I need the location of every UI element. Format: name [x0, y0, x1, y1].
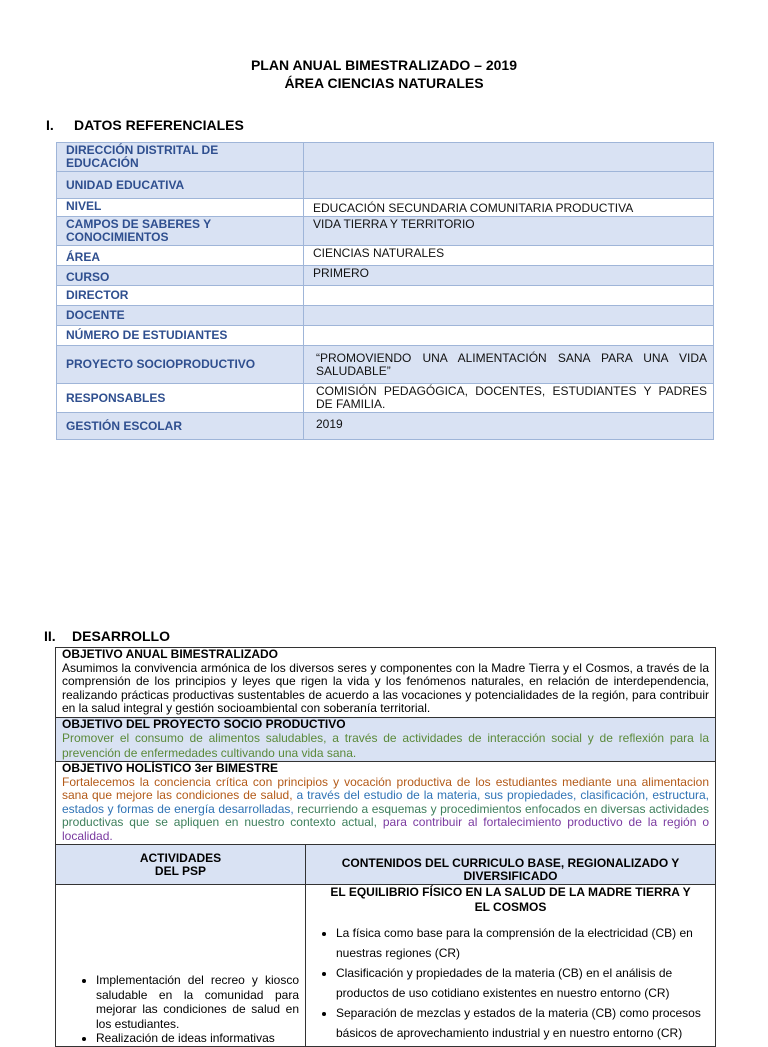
ref-label: UNIDAD EDUCATIVA: [57, 172, 304, 199]
ref-value: [304, 172, 714, 199]
referential-data-table: [56, 142, 714, 440]
ref-label: DIRECCIÓN DISTRITAL DE EDUCACIÓN: [57, 143, 304, 172]
objetivo-holistico-text: [62, 776, 709, 844]
ref-value: VIDA TIERRA Y TERRITORIO: [304, 217, 714, 246]
objetivo-psp-heading: OBJETIVO DEL PROYECTO SOCIO PRODUCTIVO: [62, 716, 346, 731]
contents-list: [312, 923, 709, 1043]
ref-label: DIRECTOR: [57, 286, 304, 306]
ref-label: NÚMERO DE ESTUDIANTES: [57, 326, 304, 346]
ref-value: [304, 326, 714, 346]
ref-value: [304, 306, 714, 326]
objetivo-anual-heading: OBJETIVO ANUAL BIMESTRALIZADO: [62, 647, 279, 661]
activities-column: [56, 845, 306, 1046]
objetivo-psp-block: [56, 718, 715, 763]
contents-title: EL EQUILIBRIO FÍSICO EN LA SALUD DE LA MADRE TIERRA Y EL COSMOS: [330, 885, 691, 914]
objetivo-psp-text: Promover el consumo de alimentos saludables, a través de actividades de interacción social y de reflexión para la prevención de enfermedades cultivando una vida sana.: [62, 731, 709, 760]
ref-label: DOCENTE: [57, 306, 304, 326]
activities-body: [56, 885, 305, 1046]
ref-label: GESTIÓN ESCOLAR: [57, 413, 304, 440]
ref-label: RESPONSABLES: [57, 384, 304, 413]
list-item: • Separación de mezclas y estados de la materia (CB) como procesos básicos de aprovechamiento industrial y en nuestro entorno (CR): [336, 1003, 709, 1043]
development-table: [55, 647, 716, 1047]
section-heading-desarrollo: [44, 628, 170, 644]
contents-body: [306, 885, 715, 1043]
section-title: DATOS REFERENCIALES: [74, 117, 244, 133]
objetivo-anual-block: [56, 648, 715, 718]
ref-value: 2019: [304, 413, 714, 440]
activities-header: ACTIVIDADES DEL PSP: [56, 845, 305, 885]
section-number: I.: [46, 117, 54, 133]
ref-label: ÁREA: [57, 246, 304, 266]
holistico-decidir: para contribuir al fortalecimiento productivo de la región o localidad.: [62, 815, 709, 843]
contents-header: CONTENIDOS DEL CURRICULO BASE, REGIONALIZADO Y DIVERSIFICADO: [306, 845, 715, 885]
ref-value: PRIMERO: [304, 266, 714, 286]
contents-column: [306, 845, 715, 1046]
objetivo-holistico-heading: OBJETIVO HOLÍSTICO 3er BIMESTRE: [62, 761, 279, 775]
activities-list: [62, 973, 299, 1046]
ref-value: “PROMOVIENDO UNA ALIMENTACIÓN SANA PARA UNA VIDA SALUDABLE”: [304, 346, 714, 384]
list-item: • La física como base para la comprensión de la electricidad (CB) en nuestras regiones (CR): [336, 923, 709, 963]
list-item: • Implementación del recreo y kiosco saludable en la comunidad para mejorar las condiciones de salud en los estudiantes.: [96, 973, 299, 1031]
objetivo-holistico-block: [56, 762, 715, 845]
ref-label: CURSO: [57, 266, 304, 286]
list-item: • Realización de ideas informativas: [96, 1031, 299, 1046]
holistico-saber: a través del estudio de la materia, sus propiedades, clasificación, estructura, estados y formas de energía desarrolladas,: [62, 788, 710, 816]
ref-value: EDUCACIÓN SECUNDARIA COMUNITARIA PRODUCTIVA: [304, 199, 714, 217]
ref-value: COMISIÓN PEDAGÓGICA, DOCENTES, ESTUDIANTES Y PADRES DE FAMILIA.: [304, 384, 714, 413]
objetivo-anual-text: Asumimos la convivencia armónica de los diversos seres y componentes con la Madre Tierra y el Cosmos, a través de la comprensión de los principios y leyes que rigen la vida y los fenómenos naturales, en relación de interdependencia, realizando prácticas productivas sustentables de acuerdo a las vocaciones y potencialidades de la región, para contribuir en la salud integral y gestión socioambiental con soberanía territorial.: [62, 660, 709, 715]
activities-contents-grid: [56, 845, 715, 1046]
ref-label: NIVEL: [57, 199, 304, 217]
document-subtitle: ÁREA CIENCIAS NATURALES: [284, 75, 484, 91]
list-item: • Clasificación y propiedades de la materia (CB) en el análisis de productos de uso cotidiano existentes en nuestro entorno (CR): [336, 963, 709, 1003]
ref-value: CIENCIAS NATURALES: [304, 246, 714, 266]
ref-value: [304, 286, 714, 306]
holistico-hacer: recurriendo a esquemas y procedimientos enfocados en diversas actividades productivas que se apliquen en nuestro contexto actual,: [62, 801, 710, 829]
section-title: DESARROLLO: [72, 628, 170, 644]
ref-label: PROYECTO SOCIOPRODUCTIVO: [57, 346, 304, 384]
ref-label: CAMPOS DE SABERES Y CONOCIMIENTOS: [57, 217, 304, 246]
ref-value: [304, 143, 714, 172]
section-number: II.: [44, 628, 56, 644]
section-heading-datos: [46, 117, 244, 133]
holistico-ser: Fortalecemos la conciencia crítica con principios y vocación productiva de los estudiantes mediante una alimentacion sana que mejore las condiciones de salud,: [62, 774, 709, 802]
document-title: PLAN ANUAL BIMESTRALIZADO – 2019: [250, 57, 518, 73]
